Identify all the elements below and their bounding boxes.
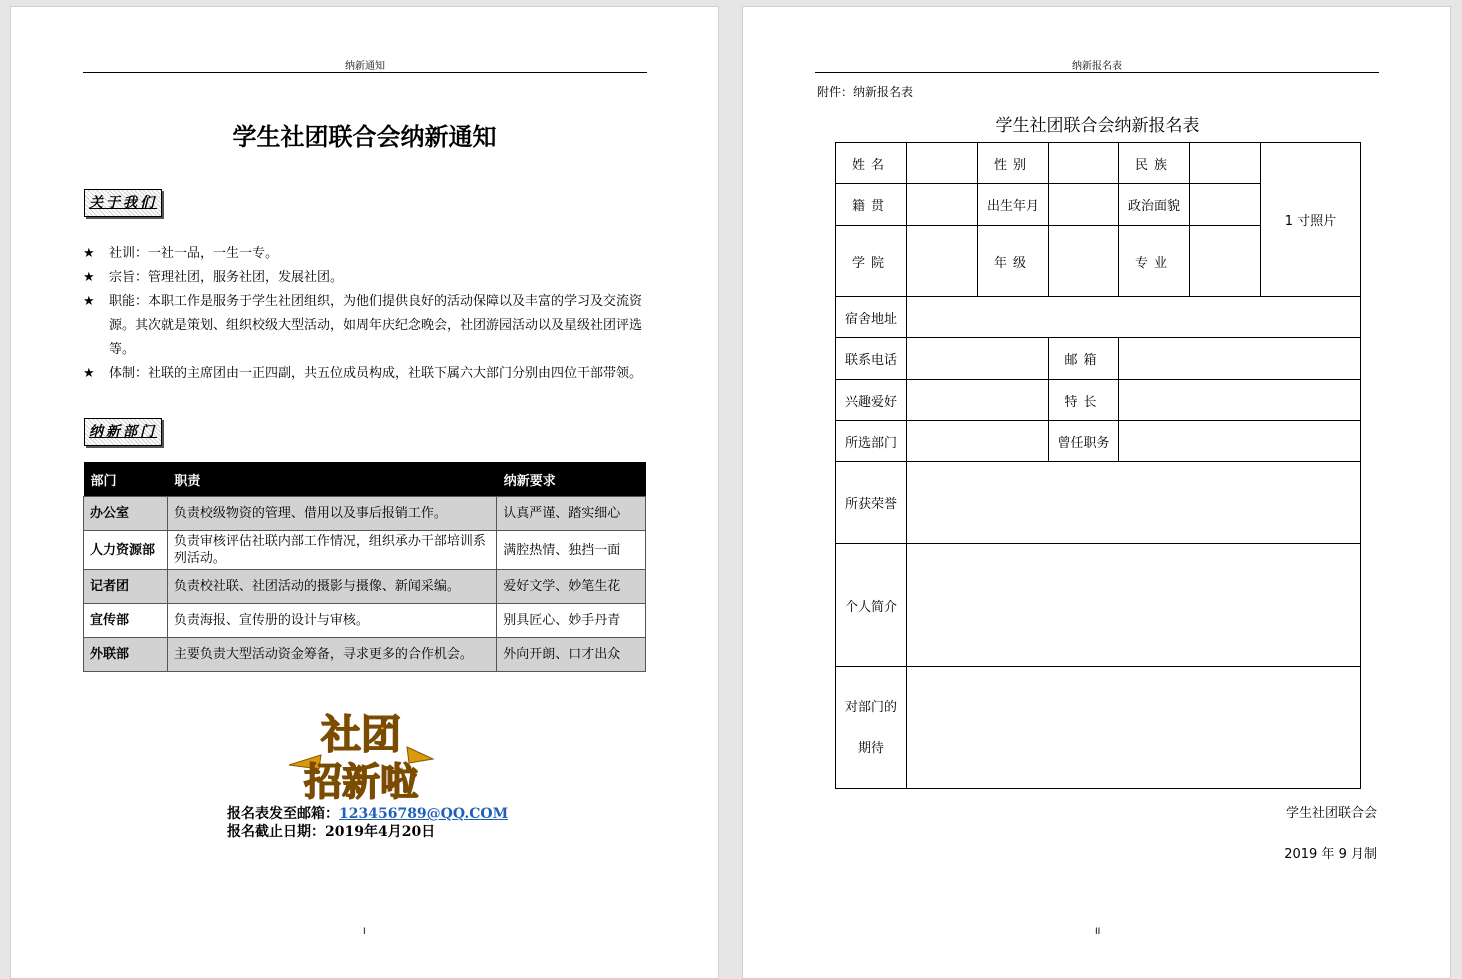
- footer-organization: 学生社团联合会: [1285, 806, 1377, 821]
- department-name: 人力资源部: [84, 531, 168, 570]
- department-requirement: 别具匠心、妙手丹青: [497, 604, 646, 638]
- honors-field[interactable]: [907, 462, 1361, 544]
- table-row: [84, 570, 646, 604]
- list-item: ★ 宗旨：管理社团，服务社团，发展社团。: [83, 266, 647, 290]
- email-label: 报名表发至邮箱：: [227, 806, 339, 822]
- birth-label: 出生年月: [978, 184, 1049, 226]
- department-name: 宣传部: [84, 604, 168, 638]
- table-row: [84, 497, 646, 531]
- expectation-field[interactable]: [907, 667, 1361, 789]
- column-header: 部门: [84, 462, 168, 497]
- contact-info: [227, 805, 508, 841]
- department-name: 记者团: [84, 570, 168, 604]
- name-field[interactable]: [907, 143, 978, 184]
- footer-date: 2019 年 9 月制: [1284, 847, 1377, 862]
- college-field[interactable]: [907, 226, 978, 297]
- page-number: II: [1095, 927, 1101, 937]
- page-1: [10, 6, 719, 979]
- column-header: 纳新要求: [497, 462, 646, 497]
- page-number: I: [363, 927, 366, 937]
- table-row: [836, 338, 1361, 380]
- phone-field[interactable]: [907, 338, 1049, 380]
- department-requirement: 满腔热情、独挡一面: [497, 531, 646, 570]
- native-place-field[interactable]: [907, 184, 978, 226]
- table-header-row: [84, 462, 646, 497]
- header-rule: [83, 72, 647, 73]
- department-table: [83, 462, 646, 672]
- specialty-label: 特长: [1049, 380, 1119, 421]
- table-row: [836, 143, 1361, 184]
- department-duty: 负责校社联、社团活动的摄影与摄像、新闻采编。: [167, 570, 496, 604]
- birth-field[interactable]: [1049, 184, 1119, 226]
- section-label-about: 关于我们: [84, 189, 162, 217]
- document-title: 学生社团联合会纳新通知: [232, 123, 497, 151]
- star-icon: ★: [83, 270, 95, 285]
- native-place-label: 籍贯: [836, 184, 907, 226]
- table-row: [836, 544, 1361, 667]
- table-row: [84, 604, 646, 638]
- department-requirement: 爱好文学、妙笔生花: [497, 570, 646, 604]
- list-item: ★ 社训：一社一品，一生一专。: [83, 242, 647, 266]
- specialty-field[interactable]: [1119, 380, 1361, 421]
- hobby-field[interactable]: [907, 380, 1049, 421]
- dorm-label: 宿舍地址: [836, 297, 907, 338]
- department-name: 办公室: [84, 497, 168, 531]
- gender-field[interactable]: [1049, 143, 1119, 184]
- page-header: 纳新通知: [345, 61, 385, 72]
- attachment-label: 附件：纳新报名表: [817, 85, 914, 99]
- department-duty: 负责海报、宣传册的设计与审核。: [167, 604, 496, 638]
- department-label: 所选部门: [836, 421, 907, 462]
- email-link[interactable]: 123456789@QQ.COM: [339, 806, 509, 822]
- form-title: 学生社团联合会纳新报名表: [995, 116, 1200, 136]
- star-icon: ★: [83, 246, 95, 261]
- header-rule: [815, 72, 1379, 73]
- expectation-label: 对部门的 期待: [836, 667, 907, 789]
- department-duty: 负责校级物资的管理、借用以及事后报销工作。: [167, 497, 496, 531]
- phone-label: 联系电话: [836, 338, 907, 380]
- grade-label: 年级: [978, 226, 1049, 297]
- table-row: [84, 531, 646, 570]
- major-field[interactable]: [1190, 226, 1261, 297]
- logo-text-line2: 招新啦: [303, 760, 419, 804]
- department-requirement: 外向开朗、口才出众: [497, 638, 646, 672]
- grade-field[interactable]: [1049, 226, 1119, 297]
- column-header: 职责: [167, 462, 496, 497]
- intro-field[interactable]: [907, 544, 1361, 667]
- photo-box: 1 寸照片: [1261, 143, 1361, 297]
- department-duty: 主要负责大型活动资金筹备，寻求更多的合作机会。: [167, 638, 496, 672]
- section-label-departments: 纳新部门: [84, 418, 162, 446]
- email-field[interactable]: [1119, 338, 1361, 380]
- political-field[interactable]: [1190, 184, 1261, 226]
- political-label: 政治面貌: [1119, 184, 1190, 226]
- recruitment-logo-image: [281, 703, 441, 808]
- table-row: [836, 462, 1361, 544]
- deadline-text: 报名截止日期：2019年4月20日: [227, 824, 436, 840]
- honors-label: 所获荣誉: [836, 462, 907, 544]
- college-label: 学院: [836, 226, 907, 297]
- logo-text-line1: 社团: [321, 712, 401, 758]
- about-list: [83, 242, 647, 386]
- page-2: [742, 6, 1451, 979]
- ethnicity-label: 民族: [1119, 143, 1190, 184]
- former-post-label: 曾任职务: [1049, 421, 1119, 462]
- table-row: [836, 380, 1361, 421]
- hobby-label: 兴趣爱好: [836, 380, 907, 421]
- list-item: ★ 职能：本职工作是服务于学生社团组织，为他们提供良好的活动保障以及丰富的学习及交流资源。其次就是策划、组织校级大型活动，如周年庆纪念晚会，社团游园活动以及星级社团评选等。: [83, 290, 647, 362]
- department-field[interactable]: [907, 421, 1049, 462]
- table-row: [836, 421, 1361, 462]
- table-row: [84, 638, 646, 672]
- list-item: ★ 体制：社联的主席团由一正四副，共五位成员构成，社联下属六大部门分别由四位干部带领。: [83, 362, 647, 386]
- registration-form-table: [835, 142, 1361, 789]
- name-label: 姓名: [836, 143, 907, 184]
- gender-label: 性别: [978, 143, 1049, 184]
- former-post-field[interactable]: [1119, 421, 1361, 462]
- department-name: 外联部: [84, 638, 168, 672]
- email-label: 邮箱: [1049, 338, 1119, 380]
- ethnicity-field[interactable]: [1190, 143, 1261, 184]
- department-requirement: 认真严谨、踏实细心: [497, 497, 646, 531]
- page-header: 纳新报名表: [1072, 61, 1122, 72]
- table-row: [836, 297, 1361, 338]
- dorm-field[interactable]: [907, 297, 1361, 338]
- star-icon: ★: [83, 366, 95, 381]
- intro-label: 个人简介: [836, 544, 907, 667]
- star-icon: ★: [83, 294, 95, 309]
- department-duty: 负责审核评估社联内部工作情况，组织承办干部培训系列活动。: [167, 531, 496, 570]
- table-row: [836, 667, 1361, 789]
- major-label: 专业: [1119, 226, 1190, 297]
